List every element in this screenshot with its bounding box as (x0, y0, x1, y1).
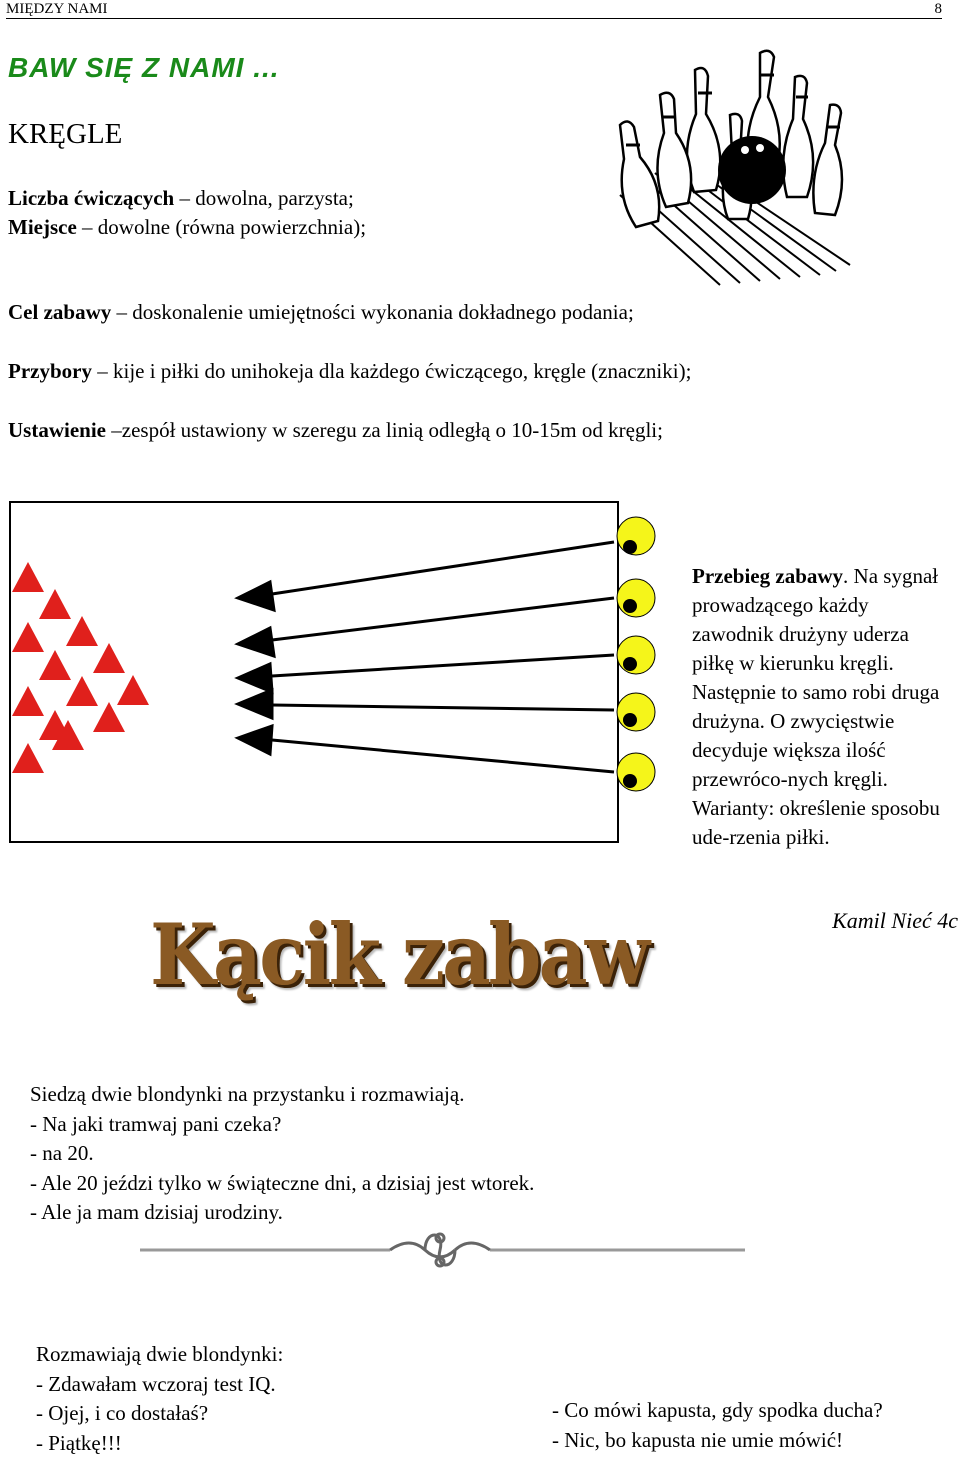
section-title: MIĘDZY NAMI (6, 1, 108, 18)
joke-line: - na 20. (30, 1139, 534, 1169)
joke-line: Rozmawiają dwie blondynki: (36, 1340, 283, 1370)
ball-icon (617, 579, 655, 617)
goal-line (8, 300, 634, 325)
participants-line (8, 186, 354, 211)
game-setup-diagram (0, 490, 690, 860)
author: Kamil Nieć 4c (700, 908, 958, 934)
course-label: Przebieg zabawy (692, 564, 843, 588)
setup-label: Ustawienie (8, 418, 106, 442)
ornament-divider (140, 1228, 750, 1274)
course-text: . Na sygnał prowadzącego każdy zawodnik drużyny uderza piłkę w kierunku kręgli. Następnie to samo robi druga drużyna. O zwycięstwie decyduje większa ilość przewróco-nych kręgli. Warianty: określenie sposobu ude-rzenia piłki. (692, 564, 940, 849)
joke-2 (36, 1340, 283, 1458)
goal-value: – doskonalenie umiejętności wykonania dokładnego podania; (111, 300, 634, 324)
page-number: 8 (935, 1, 943, 18)
goal-label: Cel zabawy (8, 300, 111, 324)
ball-icon (617, 636, 655, 674)
balls-group (617, 517, 655, 791)
bowling-ball-icon (718, 136, 786, 204)
equipment-value: – kije i piłki do unihokeja dla każdego ćwiczącego, kręgle (znaczniki); (92, 359, 691, 383)
joke-line: - Na jaki tramwaj pani czeka? (30, 1110, 534, 1140)
place-value: – dowolne (równa powierzchnia); (77, 215, 366, 239)
joke-1 (30, 1080, 534, 1228)
game-description (692, 562, 954, 852)
ball-icon (617, 753, 655, 791)
bowling-pins-illustration (600, 45, 890, 295)
equipment-label: Przybory (8, 359, 92, 383)
joke-line: - Piątkę!!! (36, 1429, 283, 1458)
ball-icon (617, 517, 655, 555)
equipment-line (8, 359, 691, 384)
joke-line: - Ale 20 jeździ tylko w świąteczne dni, a dzisiaj jest wtorek. (30, 1169, 534, 1199)
joke-line: - Ojej, i co dostałaś? (36, 1399, 283, 1429)
joke-line: - Co mówi kapusta, gdy spodka ducha? (552, 1396, 883, 1426)
place-label: Miejsce (8, 215, 77, 239)
setup-line (8, 418, 663, 443)
setup-value: –zespół ustawiony w szeregu za linią odległą o 10-15m od kręgli; (106, 418, 663, 442)
participants-value: – dowolna, parzysta; (174, 186, 354, 210)
participants-label: Liczba ćwiczących (8, 186, 174, 210)
joke-line: - Nic, bo kapusta nie umie mówić! (552, 1426, 883, 1456)
ball-icon (617, 693, 655, 731)
fun-heading: BAW SIĘ Z NAMI ... (8, 52, 280, 84)
game-title: KRĘGLE (8, 118, 122, 151)
place-line (8, 215, 366, 240)
joke-line: Siedzą dwie blondynki na przystanku i rozmawiają. (30, 1080, 534, 1110)
joke-line: - Ale ja mam dzisiaj urodziny. (30, 1198, 534, 1228)
joke-3 (552, 1396, 883, 1455)
joke-line: - Zdawałam wczoraj test IQ. (36, 1370, 283, 1400)
corner-title-logo: Kącik zabaw (150, 905, 647, 1004)
page-header (6, 0, 942, 19)
